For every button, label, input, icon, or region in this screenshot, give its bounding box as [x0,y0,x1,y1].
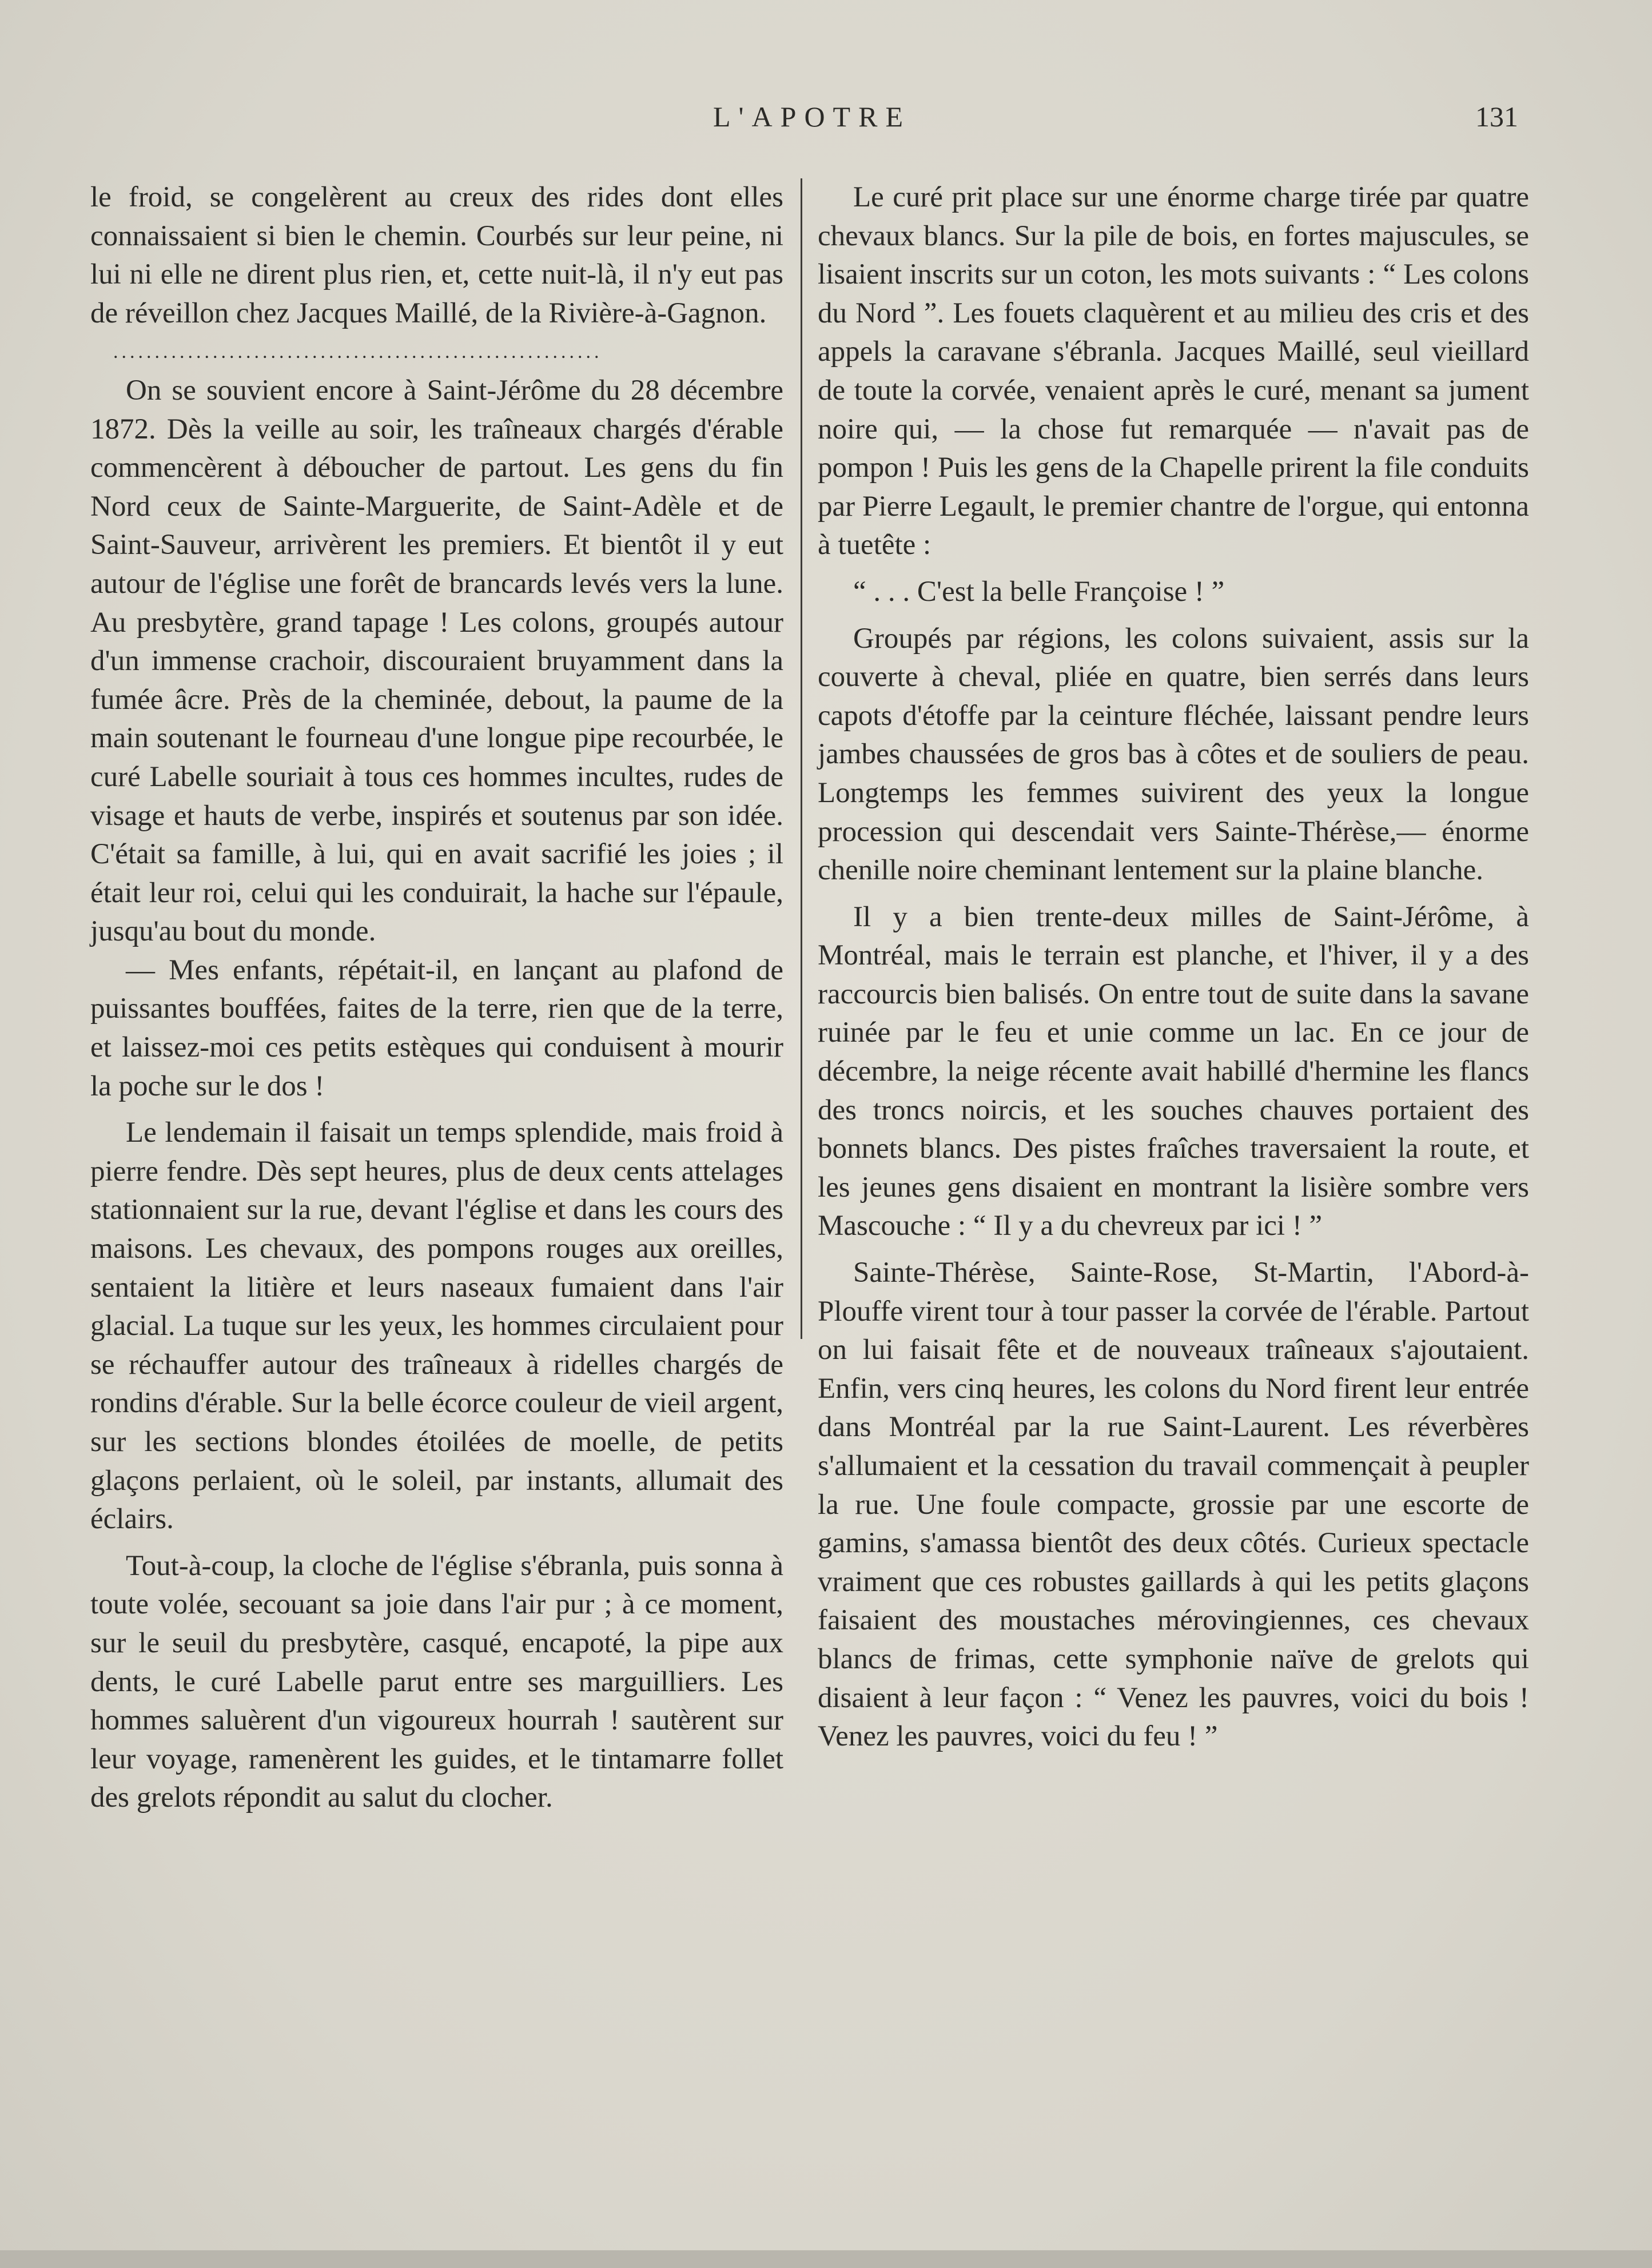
paragraph: Tout-à-coup, la cloche de l'église s'ébranla, puis sonna à toute volée, secouant sa joie dans l'air pur ; à ce moment, sur le seuil du presbytère, casqué, encapoté, la pipe aux dents, le curé Labelle parut entre ses marguilliers. Les hommes saluèrent d'un vigoureux hourrah ! sautèrent sur leur voyage, ramenèrent les guides, et le tintamarre follet des grelots répondit au salut du clocher. [90,1549,783,1814]
right-column [818,178,1529,1756]
paragraph: Il y a bien trente-deux milles de Saint-Jérôme, à Montréal, mais le terrain est planche, et l'hiver, il y a des raccourcis bien balisés. On entre tout de suite dans la savane ruinée par le feu et unie comme un lac. En ce jour de décembre, la neige récente avait habillé d'hermine les flancs des troncs noircis, et les souches chauves portaient des bonnets blancs. Des pistes fraîches traversaient la route, et les jeunes gens disaient en montrant la lisière sombre vers Mascouche : “ Il y a du chevreux par ici ! ” [818,900,1529,1242]
paragraph: le froid, se congelèrent au creux des rides dont elles connaissaient si bien le chemin. Courbés sur leur peine, ni lui ni elle ne dirent plus rien, et, cette nuit-là, il n'y eut pas de réveillon chez Jacques Maillé, de la Rivière-à-Gagnon. [90,181,783,329]
running-title: L'APOTRE [712,101,911,133]
running-header [0,100,1652,140]
section-break-dots: ........................................................... [113,341,603,363]
paragraph: Sainte-Thérèse, Sainte-Rose, St-Martin, l'Abord-à-Plouffe virent tour à tour passer la corvée de l'érable. Partout on lui faisait fête et de nouveaux traîneaux s'ajoutaient. Enfin, vers cinq heures, les colons du Nord firent leur entrée dans Montréal par la rue Saint-Laurent. Les réverbères s'allumaient et la cessation du travail commençait à peupler la rue. Une foule compacte, grossie par une escorte de gamins, s'amassa bientôt des deux côtés. Curieux spectacle vraiment que ces robustes gaillards à qui les petits glaçons faisaient des moustaches mérovingiennes, ces chevaux blancs de frimas, cette symphonie naïve de grelots qui disaient à leur façon : “ Venez les pauvres, voici du bois ! Venez les pauvres, voici du feu ! ” [818,1257,1529,1753]
quoted-song-line: “ . . . C'est la belle Françoise ! ” [853,575,1225,608]
paragraph: Le curé prit place sur une énorme charge tirée par quatre chevaux blancs. Sur la pile de bois, en fortes majuscules, se lisaient inscrits sur un coton, les mots suivants : “ Les colons du Nord ”. Les fouets claquèrent et au milieu des cris et des appels la caravane s'ébranla. Jacques Maillé, seul vieillard de toute la corvée, venaient après le curé, menant sa jument noire qui, — la chose fut remarquée — n'avait pas de pompon ! Puis les gens de la Chapelle prirent la file conduits par Pierre Legault, le premier chantre de l'orgue, qui entonna à tuetête : [818,181,1529,561]
page-number: 131 [1475,101,1518,133]
left-column [90,178,783,1817]
paragraph: Groupés par régions, les colons suivaient, assis sur la couverte à cheval, pliée en quatre, bien serrés dans leurs capots d'étoffe par la ceinture fléchée, laissant pendre leurs jambes chaussées de gros bas à côtes et de souliers de peau. Longtemps les femmes suivirent des yeux la longue procession qui descendait vers Sainte-Thérèse,— énorme chenille noire cheminant lentement sur la plaine blanche. [818,622,1529,887]
paragraph: On se souvient encore à Saint-Jérôme du 28 décembre 1872. Dès la veille au soir, les traîneaux chargés d'érable commencèrent à déboucher de partout. Les gens du fin Nord ceux de Sainte-Marguerite, de Saint-Adèle et de Saint-Sauveur, arrivèrent les premiers. Et bientôt il y eut autour de l'église une forêt de brancards levés vers la lune. Au presbytère, grand tapage ! Les colons, groupés autour d'un immense crachoir, discouraient bruyamment dans la fumée âcre. Près de la cheminée, debout, la paume de la main soutenant le fourneau d'une longue pipe recourbée, le curé Labelle souriait à tous ces hommes incultes, rudes de visage et hauts de verbe, inspirés et soutenus par son idée. C'était sa famille, à lui, qui en avait sacrifié les joies ; il était leur roi, celui qui les conduirait, la hache sur l'épaule, jusqu'au bout du monde. [90,374,783,948]
scan-bottom-edge [0,2250,1652,2268]
paragraph: Le lendemain il faisait un temps splendide, mais froid à pierre fendre. Dès sept heures, plus de deux cents attelages stationnaient sur la rue, devant l'église et dans les cours des maisons. Les chevaux, des pompons rouges aux oreilles, sentaient la litière et leurs naseaux fumaient dans l'air glacial. La tuque sur les yeux, les hommes circulaient pour se réchauffer autour des traîneaux à ridelles chargés de rondins d'érable. Sur la belle écorce couleur de vieil argent, sur les sections blondes étoilées de moelle, de petits glaçons perlaient, où le soleil, par instants, allumait des éclairs. [90,1117,783,1536]
paragraph: — Mes enfants, répétait-il, en lançant au plafond de puissantes bouffées, faites de la terre, rien que de la terre, et laissez-moi ces petits estèques qui conduisent à mourir la poche sur le dos ! [90,954,783,1102]
column-divider [801,178,802,1339]
